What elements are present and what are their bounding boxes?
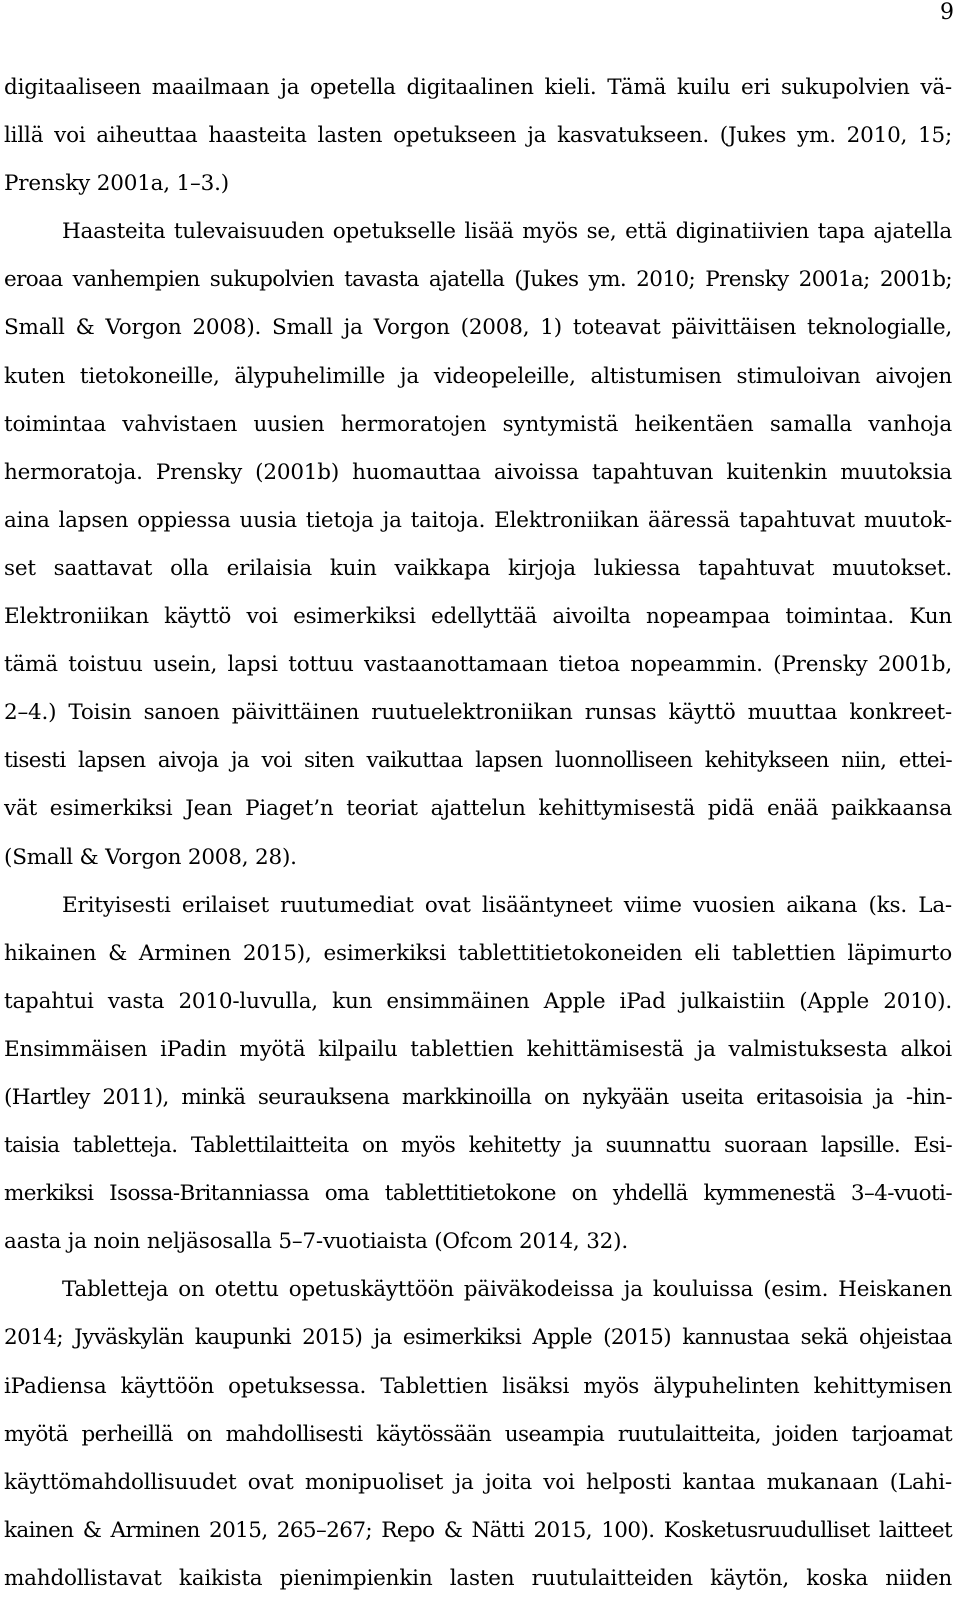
- text-line: (Hartley 2011), minkä seurauksena markkinoilla on nykyään useita eritasoisia ja -hin-: [4, 1084, 952, 1110]
- text-line: 2014; Jyväskylän kaupunki 2015) ja esimerkiksi Apple (2015) kannustaa sekä ohjeistaa: [4, 1325, 952, 1351]
- text-line: (Small & Vorgon 2008, 28).: [4, 844, 297, 870]
- text-line: Elektroniikan käyttö voi esimerkiksi edellyttää aivoilta nopeampaa toimintaa. Kun: [4, 604, 952, 630]
- text-line: digitaaliseen maailmaan ja opetella digitaalinen kieli. Tämä kuilu eri sukupolvien vä-: [4, 75, 952, 100]
- text-line: tisesti lapsen aivoja ja voi siten vaikuttaa lapsen luonnolliseen kehitykseen niin, ettei-: [4, 748, 952, 774]
- text-line: eroaa vanhempien sukupolvien tavasta ajatella (Jukes ym. 2010; Prensky 2001a; 2001b;: [4, 267, 952, 293]
- text-line: vät esimerkiksi Jean Piaget’n teoriat ajattelun kehittymisestä pidä enää paikkaansa: [4, 796, 952, 822]
- text-line: myötä perheillä on mahdollisesti käytössään useampia ruutulaitteita, joiden tarjoamat: [4, 1421, 952, 1447]
- text-line: hikainen & Arminen 2015), esimerkiksi tablettitietokoneiden eli tablettien läpimurto: [4, 940, 952, 966]
- page-number: 9: [940, 0, 954, 25]
- text-line: set saattavat olla erilaisia kuin vaikkapa kirjoja lukiessa tapahtuvat muutokset.: [4, 555, 952, 581]
- body-text: [4, 64, 952, 1603]
- text-line: aasta ja noin neljäsosalla 5–7-vuotiaista (Ofcom 2014, 32).: [4, 1229, 628, 1255]
- text-line: merkiksi Isossa-Britanniassa oma tablettitietokone on yhdellä kymmenestä 3–4-vuoti-: [4, 1181, 952, 1207]
- text-line: lillä voi aiheuttaa haasteita lasten opetukseen ja kasvatukseen. (Jukes ym. 2010, 15;: [4, 123, 952, 149]
- text-line: Ensimmäisen iPadin myötä kilpailu tablettien kehittämisestä ja valmistuksesta alkoi: [4, 1036, 952, 1062]
- text-line: tapahtui vasta 2010-luvulla, kun ensimmäinen Apple iPad julkaistiin (Apple 2010).: [4, 988, 952, 1014]
- text-line: aina lapsen oppiessa uusia tietoja ja taitoja. Elektroniikan ääressä tapahtuvat muutok-: [4, 507, 952, 533]
- text-line: toimintaa vahvistaen uusien hermoratojen syntymistä heikentäen samalla vanhoja: [4, 411, 952, 437]
- text-line: käyttömahdollisuudet ovat monipuoliset ja joita voi helposti kantaa mukanaan (Lahi-: [4, 1469, 952, 1495]
- paragraph-start-line: Tabletteja on otettu opetuskäyttöön päiväkodeissa ja kouluissa (esim. Heiskanen: [62, 1277, 952, 1303]
- text-line: kuten tietokoneille, älypuhelimille ja videopeleille, altistumisen stimuloivan aivojen: [4, 363, 952, 389]
- text-line: iPadiensa käyttöön opetuksessa. Tablettien lisäksi myös älypuhelinten kehittymisen: [4, 1373, 952, 1399]
- paragraph-start-line: Erityisesti erilaiset ruutumediat ovat lisääntyneet viime vuosien aikana (ks. La-: [62, 892, 952, 918]
- paragraph-start-line: Haasteita tulevaisuuden opetukselle lisää myös se, että diginatiivien tapa ajatella: [62, 219, 952, 245]
- text-line: taisia tabletteja. Tablettilaitteita on myös kehitetty ja suunnattu suoraan lapsille. Esi-: [4, 1133, 952, 1159]
- text-line: Small & Vorgon 2008). Small ja Vorgon (2008, 1) toteavat päivittäisen teknologialle,: [4, 315, 952, 341]
- text-line: mahdollistavat kaikista pienimpienkin lasten ruutulaitteiden käytön, koska niiden: [4, 1565, 952, 1591]
- text-line: Prensky 2001a, 1–3.): [4, 171, 229, 197]
- text-line: kainen & Arminen 2015, 265–267; Repo & Nätti 2015, 100). Kosketusruudulliset laitteet: [4, 1517, 952, 1543]
- text-line: tämä toistuu usein, lapsi tottuu vastaanottamaan tietoa nopeammin. (Prensky 2001b,: [4, 652, 952, 678]
- text-line: 2–4.) Toisin sanoen päivittäinen ruutuelektroniikan runsas käyttö muuttaa konkreet-: [4, 700, 952, 726]
- text-line: hermoratoja. Prensky (2001b) huomauttaa aivoissa tapahtuvan kuitenkin muutoksia: [4, 459, 952, 485]
